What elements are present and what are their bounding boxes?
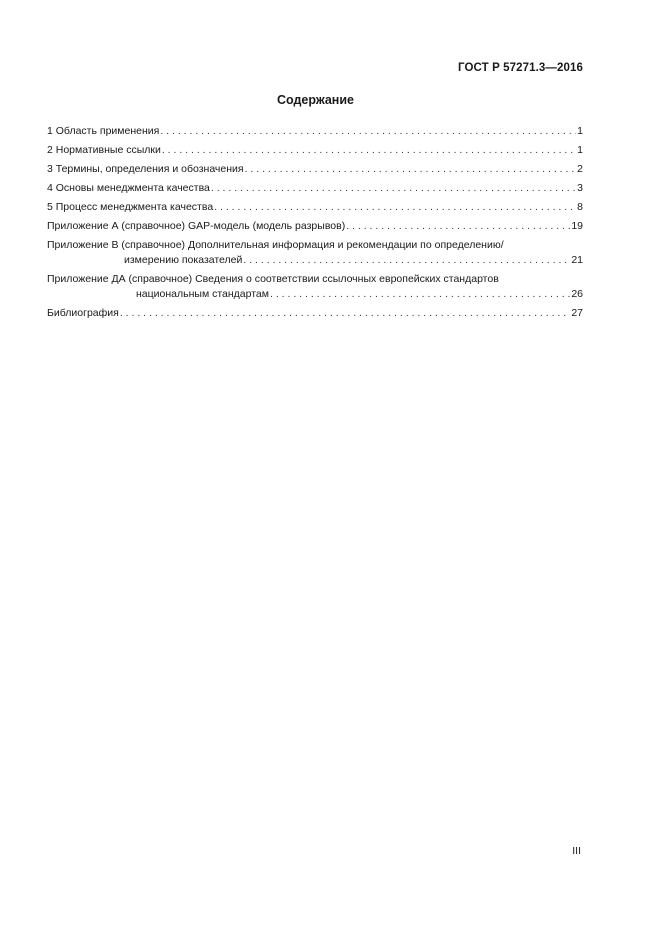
- toc-entry-quality-process[interactable]: [47, 201, 583, 214]
- toc-entry-label: Библиография: [47, 307, 119, 319]
- toc-entry-label-line2: национальным стандартам: [136, 288, 269, 300]
- toc-entry-label: 5 Процесс менеджмента качества: [47, 201, 214, 213]
- toc-entry-page: 26: [571, 288, 583, 300]
- toc-title: [0, 93, 661, 107]
- toc-entry-page: 8: [577, 201, 583, 213]
- toc-entry-page: 3: [577, 182, 583, 194]
- toc-entry-page: 21: [571, 254, 583, 266]
- toc-entry-page: 1: [577, 144, 583, 156]
- toc-entry-quality-basics[interactable]: [47, 182, 583, 195]
- toc-leader-dots: [346, 220, 570, 233]
- toc-entry-page: 27: [571, 307, 583, 319]
- toc-entry-label-line1: Приложение В (справочное) Дополнительная информация и рекомендации по определению/: [47, 239, 504, 251]
- toc-leader-dots: [270, 288, 570, 301]
- document-code: ГОСТ Р 57271.3—2016: [458, 62, 583, 74]
- toc-entry-label-line1: Приложение ДА (справочное) Сведения о соответствии ссылочных европейских стандартов: [47, 273, 499, 285]
- toc-entry-label: 2 Нормативные ссылки: [47, 144, 161, 156]
- toc-entry-appendix-b[interactable]: [47, 239, 583, 267]
- toc-entry-terms[interactable]: [47, 163, 583, 176]
- toc-entry-appendix-da[interactable]: [47, 273, 583, 301]
- page-number: III: [572, 845, 581, 857]
- table-of-contents: [47, 125, 583, 326]
- toc-leader-dots: [162, 144, 576, 157]
- toc-entry-label: 1 Область применения: [47, 125, 160, 137]
- toc-title-text: Содержание: [276, 93, 354, 107]
- toc-entry-label: 3 Термины, определения и обозначения: [47, 163, 244, 175]
- toc-leader-dots: [214, 201, 576, 214]
- toc-leader-dots: [120, 307, 570, 320]
- toc-leader-dots: [245, 163, 577, 176]
- toc-entry-page: 1: [577, 125, 583, 137]
- toc-entry-label: Приложение А (справочное) GAP-модель (модель разрывов): [47, 220, 346, 232]
- toc-entry-label: 4 Основы менеджмента качества: [47, 182, 210, 194]
- toc-leader-dots: [160, 125, 576, 138]
- toc-entry-normative-references[interactable]: [47, 144, 583, 157]
- toc-entry-page: 2: [577, 163, 583, 175]
- toc-entry-bibliography[interactable]: [47, 307, 583, 320]
- toc-entry-appendix-a[interactable]: [47, 220, 583, 233]
- toc-entry-page: 19: [571, 220, 583, 232]
- toc-entry-label-line2: измерению показателей: [124, 254, 243, 266]
- toc-leader-dots: [211, 182, 576, 195]
- toc-leader-dots: [243, 254, 570, 267]
- toc-entry-scope[interactable]: [47, 125, 583, 138]
